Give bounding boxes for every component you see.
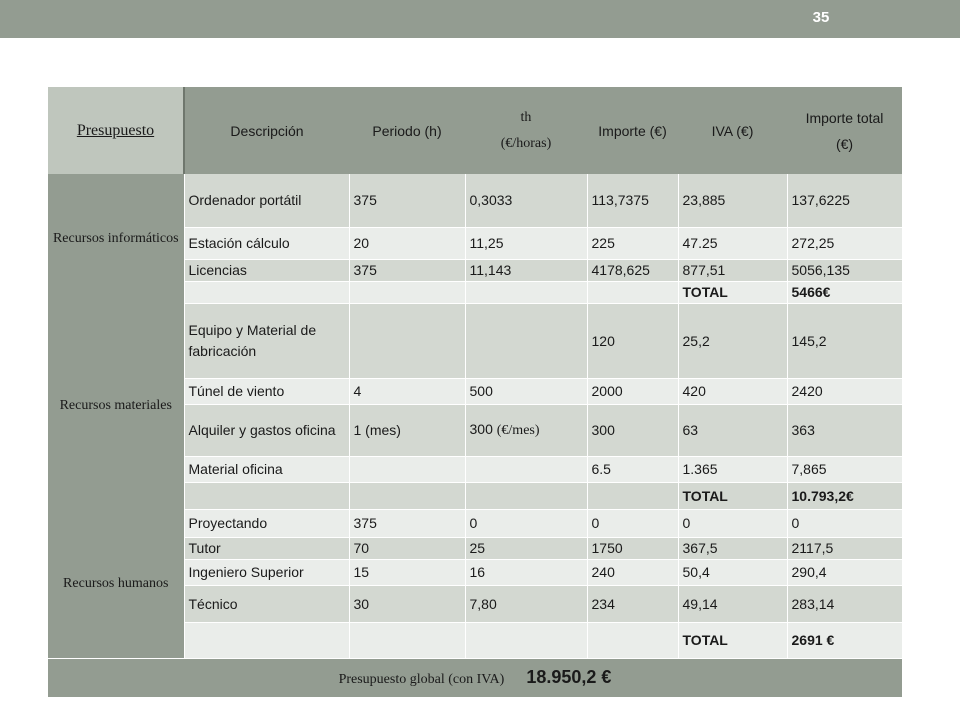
cell-desc: Túnel de viento <box>184 378 349 404</box>
category-recursos-humanos: Recursos humanos <box>48 509 184 658</box>
header-importe: Importe (€) <box>587 87 678 174</box>
cell-th <box>465 456 587 482</box>
table-row <box>48 509 902 537</box>
cell-iva: 63 <box>678 404 787 456</box>
cell-desc: Equipo y Material de fabricación <box>184 303 349 378</box>
cell-importe: 0 <box>587 509 678 537</box>
cell-total: 0 <box>787 509 902 537</box>
total-value: 10.793,2€ <box>787 482 902 509</box>
cell-periodo: 15 <box>349 559 465 585</box>
cell-importe: 113,7375 <box>587 174 678 227</box>
cell-total: 7,865 <box>787 456 902 482</box>
cell-periodo: 375 <box>349 174 465 227</box>
cell-periodo: 375 <box>349 509 465 537</box>
cell-importe: 300 <box>587 404 678 456</box>
cell-th: 7,80 <box>465 585 587 622</box>
cell-total: 363 <box>787 404 902 456</box>
total-value: 2691 € <box>787 622 902 658</box>
cell-th: 11,143 <box>465 259 587 281</box>
cell-desc: Proyectando <box>184 509 349 537</box>
cell-periodo <box>349 303 465 378</box>
header-iva: IVA (€) <box>678 87 787 174</box>
cell-th: 16 <box>465 559 587 585</box>
cell-iva: 50,4 <box>678 559 787 585</box>
table-row <box>48 303 902 378</box>
cell-total: 272,25 <box>787 227 902 259</box>
cell-th: 0,3033 <box>465 174 587 227</box>
global-budget-label: Presupuesto global (con IVA) <box>338 672 505 687</box>
header-importe-total: Importe total (€) <box>787 87 902 174</box>
header-row <box>48 87 902 174</box>
cell-periodo: 1 (mes) <box>349 404 465 456</box>
cell-total: 2117,5 <box>787 537 902 559</box>
total-label: TOTAL <box>678 482 787 509</box>
table-row <box>48 174 902 227</box>
cell-total: 283,14 <box>787 585 902 622</box>
cell-importe: 240 <box>587 559 678 585</box>
header-th-symbol: th <box>520 109 532 125</box>
header-descripcion: Descripción <box>184 87 349 174</box>
cell-iva: 25,2 <box>678 303 787 378</box>
cell-th: 0 <box>465 509 587 537</box>
cell-desc: Técnico <box>184 585 349 622</box>
top-bar <box>0 0 960 38</box>
cell-total: 2420 <box>787 378 902 404</box>
cell-th <box>465 303 587 378</box>
page-number: 35 <box>812 9 830 26</box>
cell-iva: 49,14 <box>678 585 787 622</box>
total-label: TOTAL <box>678 622 787 658</box>
cell-desc: Material oficina <box>184 456 349 482</box>
cell-desc: Licencias <box>184 259 349 281</box>
cell-iva: 23,885 <box>678 174 787 227</box>
cell-importe: 234 <box>587 585 678 622</box>
total-value: 5466€ <box>787 281 902 303</box>
cell-iva: 1.365 <box>678 456 787 482</box>
cell-desc: Estación cálculo <box>184 227 349 259</box>
cell-iva: 367,5 <box>678 537 787 559</box>
cell-periodo: 30 <box>349 585 465 622</box>
cell-th-unit: (€/mes) <box>496 423 540 438</box>
cell-importe: 225 <box>587 227 678 259</box>
cell-desc: Ordenador portátil <box>184 174 349 227</box>
cell-periodo: 20 <box>349 227 465 259</box>
cell-importe: 4178,625 <box>587 259 678 281</box>
cell-iva: 420 <box>678 378 787 404</box>
header-th <box>465 87 587 174</box>
cell-importe: 2000 <box>587 378 678 404</box>
global-budget-value: 18.950,2 € <box>526 667 612 687</box>
cell-desc: Ingeniero Superior <box>184 559 349 585</box>
cell-th: 11,25 <box>465 227 587 259</box>
cell-th <box>465 404 587 456</box>
global-budget-row <box>48 658 902 697</box>
cell-importe: 120 <box>587 303 678 378</box>
header-th-unit: (€/horas) <box>500 135 552 151</box>
cell-th-value: 300 <box>469 421 493 437</box>
cell-total: 5056,135 <box>787 259 902 281</box>
cell-iva: 0 <box>678 509 787 537</box>
header-periodo: Periodo (h) <box>349 87 465 174</box>
cell-importe: 6.5 <box>587 456 678 482</box>
cell-total: 290,4 <box>787 559 902 585</box>
cell-total: 145,2 <box>787 303 902 378</box>
cell-desc: Alquiler y gastos oficina <box>184 404 349 456</box>
cell-importe: 1750 <box>587 537 678 559</box>
cell-periodo: 4 <box>349 378 465 404</box>
cell-total: 137,6225 <box>787 174 902 227</box>
header-presupuesto: Presupuesto <box>48 87 184 174</box>
category-recursos-materiales: Recursos materiales <box>48 303 184 509</box>
cell-periodo: 375 <box>349 259 465 281</box>
cell-desc: Tutor <box>184 537 349 559</box>
cell-th: 500 <box>465 378 587 404</box>
cell-periodo <box>349 456 465 482</box>
budget-table <box>48 87 902 697</box>
category-recursos-informaticos: Recursos informáticos <box>48 174 184 303</box>
cell-periodo: 70 <box>349 537 465 559</box>
cell-iva: 877,51 <box>678 259 787 281</box>
cell-iva: 47.25 <box>678 227 787 259</box>
total-label: TOTAL <box>678 281 787 303</box>
cell-th: 25 <box>465 537 587 559</box>
